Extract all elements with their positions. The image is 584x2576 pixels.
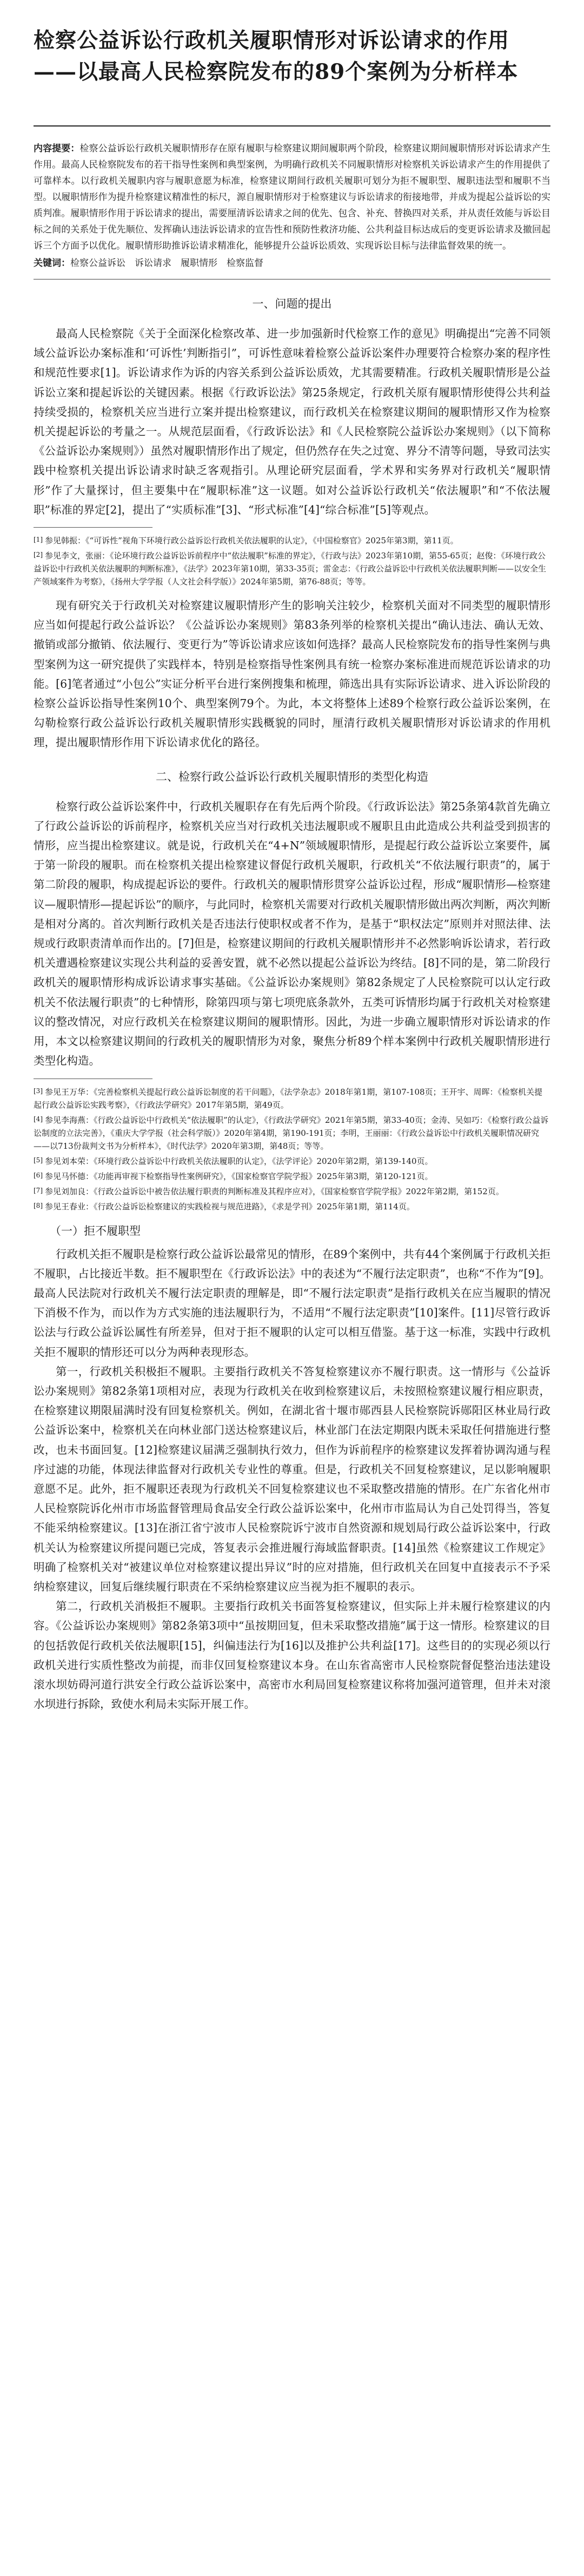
article-title — [34, 0, 550, 88]
title-line-1: 检察公益诉讼行政机关履职情形对诉讼请求的作用 — [34, 28, 510, 53]
keywords — [34, 255, 550, 271]
section-1-paragraph-2: 现有研究关于行政机关对检察建议履职情形产生的影响关注较少，检察机关面对不同类型的履职情形应当如何提起行政公益诉讼？《公益诉讼办案规则》第83条列举的检察机关提出“确认违法、确认无效、撤销或部分撤销、依法履行、变更行为”等诉讼请求应该如何选择？最高人民检察院发布的指导性案例与典型案例为这一研究提供了实践样本，特别是检察指导性案例具有统一检察办案标准进而规范诉讼请求的功能。[6]笔者通过“小包公”实证分析平台进行案例搜集和梳理，筛选出具有实际诉讼请求、进入诉讼阶段的检察公益诉讼指导性案例10个、典型案例79个。为此，本文将整体上述89个检察行政公益诉讼案例，在勾勒检察行政公益诉讼行政机关履职情形实践概貌的同时，厘清行政机关履职情形对诉讼请求的作用机理，提出履职情形作用下诉讼请求优化的路径。 — [34, 599, 550, 749]
keywords-label: 关键词： — [34, 258, 70, 269]
keywords-text: 检察公益诉讼 诉讼请求 履职情形 检察监督 — [70, 258, 263, 269]
footnotes-page-2 — [34, 1084, 550, 1213]
footnote: [5] 参见刘本荣：《环境行政公益诉讼中行政机关依法履职的认定》，《法学评论》2020年第2期，第139-140页。 — [34, 1156, 433, 1166]
section-2-paragraph-1: 检察行政公益诉讼案件中，行政机关履职存在有先后两个阶段。《行政诉讼法》第25条第4款首先确立了行政公益诉讼的诉前程序，检察机关应当对行政机关违法履职或不履职且由此造成公共利益受到损害的情形，应当提出检察建议。就是说，行政机关在“4+N”领域履职情形，是提起行政公益诉讼立案要件，属于第一阶段的履职。而在检察机关提出检察建议督促行政机关履职，行政机关“不依法履行职责”的，属于第二阶段的履职，构成提起诉讼的要件。行政机关的履职情形贯穿公益诉讼过程，形成“履职情形—检察建议—履职情形—提起诉讼”的顺序，与此同时，检察机关需要对行政机关履职情形做出两次判断，两次判断是相对分离的。首次判断行政机关是否违法行使职权或者不作为，是基于“职权法定”原则并对照法律、法规或行政职责清单而作出的。[7]但是，检察建议期间的行政机关履职情形并不必然影响诉讼请求，若行政机关遭遇检察建议实现公共利益的妥善安置，就不必然以提起公益诉讼为终结。[8]不同的是，第二阶段行政机关的履职情形构成诉讼请求事实基础。《公益诉讼办案规则》第82条规定了人民检察院可以认定行政机关不依法履行职责”的七种情形，除第四项与第七项兜底条款外，五类可诉情形均属于行政机关对检察建议的整改情况，对应行政机关在检察建议期间的履职情形。因此，为进一步确立履职情形对诉讼请求的作用，本文以检察建议期间的行政机关的履职情形为对象，聚焦分析89个样本案例中行政机关履职情形进行类型化构造。 — [34, 800, 550, 1068]
footnote: [8] 参见王春业：《行政公益诉讼检察建议的实践检视与规范进路》，《求是学刊》2025年第1期，第114页。 — [34, 1201, 415, 1212]
section-1-heading: 一、问题的提出 — [252, 297, 332, 310]
footnote: [2] 参见李文，张丽：《论环境行政公益诉讼诉前程序中“依法履职”标准的界定》，《行政与法》2023年第10期，第55-65页；赵俊：《环境行政公益诉讼中行政机关依法履职的判断标准》，《法学》2023年第10期，第33-35页；雷金志：《行政公益诉讼中行政机关依法履职判断——以安全生产领域案件为考察》，《扬州大学学报（人文社会科学版）》2024年第5期，第76-88页；等等。 — [34, 551, 547, 587]
title-line-2: ——以最高人民检察院发布的89个案例为分析样本 — [34, 59, 519, 84]
abstract — [34, 141, 550, 254]
section-1-paragraph-1: 最高人民检察院《关于全面深化检察改革、进一步加强新时代检察工作的意见》明确提出“完善不同领域公益诉讼办案标准和‘可诉性’判断指引”，可诉性意味着检察公益诉讼案件办理要符合检察办案的程序性和规范性要求[1]。诉讼请求作为诉的内容关系到公益诉讼质效，尤其需要精准。行政机关履职情形是公益诉讼立案和提起诉讼的关键因素。根据《行政诉讼法》第25条规定，行政机关原有履职情形使得公共利益持续受损的，检察机关应当进行立案并提出检察建议，而行政机关在检察建议期间的履职情形又作为检察机关提起诉讼的考量之一。从规范层面看，《行政诉讼法》和《人民检察院公益诉讼办案规则》（以下简称《公益诉讼办案规则》）虽然对履职情形作出了规定，但仍然存在失之过宽、界分不清等问题，导致司法实践中检察机关提出诉讼请求时缺乏客观指引。从理论研究层面看，学术界和实务界对行政机关“履职情形”作了大量探讨，但主要集中在“履职标准”这一议题。如对公益诉讼行政机关“依法履职”和“不依法履职”标准的界定[2]，提出了“实质标准”[3]、“形式标准”[4]“综合标准”[5]等观点。 — [34, 327, 550, 516]
section-2-heading: 二、检察行政公益诉讼行政机关履职情形的类型化构造 — [156, 770, 428, 783]
section-2-paragraph-4: 第二，行政机关消极拒不履职。主要指行政机关书面答复检察建议，但实际上并未履行检察建议的内容。《公益诉讼办案规则》第82条第3项中“虽按期回复，但未采取整改措施”属于这一情形。检察建议的目的包括敦促行政机关依法履职[15]，纠偏违法行为[16]以及推护公共利益[17]。这些目的的实现必须以行政机关进行实质性整改为前提，而非仅回复检察建议本身。在山东省高密市人民检察院督促整治违法建设滚水坝妨碍河道行洪安全行政公益诉讼案中，高密市水利局回复检察建议称将加强河道管理，但并未对滚水坝进行拆除，致使水利局未实际开展工作。 — [34, 1600, 550, 1711]
abstract-label: 内容提要： — [34, 143, 80, 154]
section-2-paragraph-3: 第一，行政机关积极拒不履职。主要指行政机关不答复检察建议亦不履行职责。这一情形与《公益诉讼办案规则》第82条第1项相对应，表现为行政机关在收到检察建议后，未按照检察建议履行相应职责，在检察建议期限届满时没有回复检察机关。例如，在湖北省十堰市郧西县人民检察院诉郧阳区林业局行政公益诉讼案中，检察机关在向林业部门送达检察建议后，林业部门在法定期限内既未采取任何措施进行整改，也未书面回复。[12]检察建议届满乏强制执行效力，但作为诉前程序的检察建议发挥着协调沟通与程序过滤的功能，体现法律监督对行政机关专业性的尊重。但是，行政机关不回复检察建议，足以影响履职意愿不足。此外，拒不履职还表现为行政机关不回复检察建议也不采取整改措施的情形。在广东省化州市人民检察院诉化州市市场监督管理局食品安全行政公益诉讼案中，化州市市监局认为自己处罚得当，答复不能采纳检察建议。[13]在浙江省宁波市人民检察院诉宁波市自然资源和规划局行政公益诉讼案中，行政机关认为检察建议所提问题已完成，答复表示会推进履行海域监督职责。[14]虽然《检察建议工作规定》明确了检察机关对“被建议单位对检察建议提出异议”时的应对措施，但行政机关在回复中直接表示不予采纳检察建议，回复后继续履行职责在不采纳检察建议应当视为拒不履职的表示。 — [34, 1364, 550, 1593]
footnote: [7] 参见刘加良：《行政公益诉讼中被告依法履行职责的判断标准及其程序应对》，《国家检察官学院学报》2022年第2期，第152页。 — [34, 1186, 504, 1196]
footnote-divider-1 — [34, 527, 152, 528]
abstract-text: 检察公益诉讼行政机关履职情形存在原有履职与检察建议期间履职两个阶段，检察建议期间履职情形对诉讼请求产生作用。最高人民检察院发布的若干指导性案例和典型案例，为明确行政机关不同履职情形对检察机关诉讼请求产生的作用提供了可靠样本。以行政机关履职内容与履职意愿为标准，检察建议期间行政机关履职可划分为拒不履职型、履职违法型和履职不当型。以履职情形作为提升检察建议精准性的标尺，源自履职情形对于检察建议与诉讼请求的衔接地带，并成为提起公益诉讼的实质判准。履职情形作用于诉讼请求的提出，需要厘清诉讼请求之间的优先、包含、补充、替换四对关系，并从责任效能与诉讼目标之间的关系处于优先顺位、发挥确认违法诉讼请求的宣告性和预防性救济功能、公共利益目标达成后的变更诉讼请求及撤回起诉三个方面予以优化。履职情形助推诉讼请求精准化，能够提升公益诉讼质效、实现诉讼目标与法律监督效果的统一。 — [34, 143, 551, 251]
title-divider — [34, 125, 550, 127]
footnote: [4] 参见李海燕：《行政公益诉讼中行政机关“依法履职”的认定》，《行政法学研究》2021年第5期，第33-40页；金涛、吴如巧：《检察行政公益诉讼制度的立法完善》，《重庆大学学报（社会科学版）》2020年第4期，第190-191页；李明，王丽丽：《行政公益诉讼中行政机关履职情况研究——以713份裁判文书为分析样本》，《时代法学》2020年第3期，第48页；等等。 — [34, 1115, 549, 1151]
subsection-heading-refusal: （一）拒不履职型 — [50, 1224, 141, 1237]
footnote: [1] 参见韩振：《“可诉性”视角下环境行政公益诉讼行政机关依法履职的认定》，《中国检察官》2025年第3期，第11页。 — [34, 536, 459, 546]
footnote: [6] 参见马怀德：《功能再审视下检察指导性案例研究》，《国家检察官学院学报》2025年第3期，第120-121页。 — [34, 1171, 433, 1181]
section-2-paragraph-2: 行政机关拒不履职是检察行政公益诉讼最常见的情形，在89个案例中，共有44个案例属于行政机关拒不履职，占比接近半数。拒不履职型在《行政诉讼法》中的表述为“不履行法定职责”，也称“不作为”[9]。最高人民法院对行政机关不履行法定职责的理解是，即“不履行法定职责”是指行政机关在应当履职的情况下消极不作为，而以作为方式实施的违法履职行为，不适用“不履行法定职责”[10]案件。[11]尽管行政诉讼法与行政公益诉讼属性有所差异，但对于拒不履职的认定可以相互借鉴。基于这一标准，实践中行政机关拒不履职的情形还可以分为两种表现形态。 — [34, 1247, 550, 1359]
footnote: [3] 参见王万华：《完善检察机关提起行政公益诉讼制度的若干问题》，《法学杂志》2018年第1期，第107-108页；王开宇、周晖：《检察机关提起行政公益诉讼实践考察》，《行政法学研究》2017年第5期，第49页。 — [34, 1087, 543, 1110]
footnotes-page-1 — [34, 533, 550, 588]
